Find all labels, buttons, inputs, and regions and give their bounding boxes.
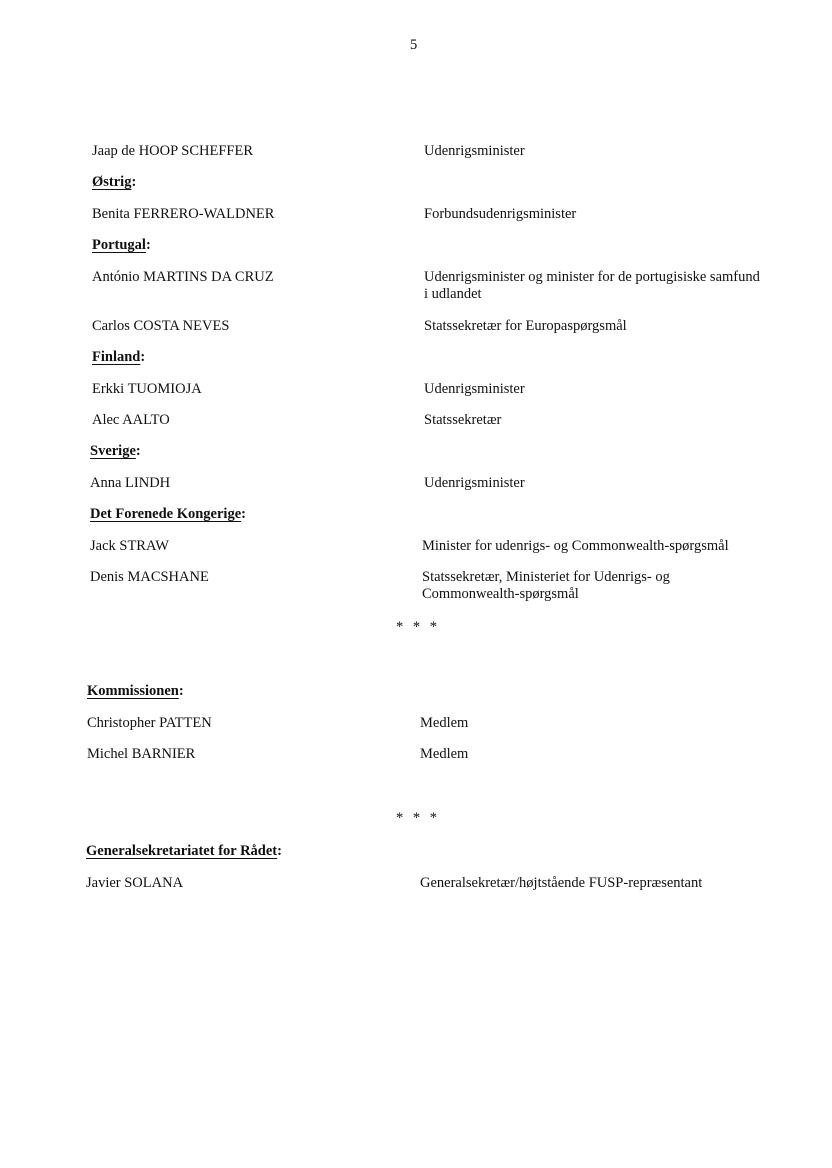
secretariat-heading: Generalsekretariatet for Rådet: [86,843,282,859]
country-heading-label: Finland [92,349,141,365]
member-role: Minister for udenrigs- og Commonwealth-spørgsmål [422,538,729,554]
member-name: Erkki TUOMIOJA [92,381,202,397]
member-role: Udenrigsminister [424,381,525,397]
country-heading-label: Østrig [92,174,132,190]
member-role: Medlem [420,746,469,762]
member-role: Statssekretær for Europaspørgsmål [424,318,627,334]
member-role: Udenrigsminister [424,143,525,159]
member-name: Christopher PATTEN [87,715,212,731]
commission-heading: Kommissionen: [87,683,184,699]
page-number: 5 [410,37,418,53]
member-name: Anna LINDH [90,475,171,491]
country-heading: Finland: [92,349,146,365]
member-name: Denis MACSHANE [90,569,209,585]
member-role: Statssekretær [424,412,502,428]
member-role: Udenrigsminister og minister for de portugisiske samfund i udlandet [424,269,760,302]
secretariat-heading-label: Generalsekretariatet for Rådet [86,843,278,859]
member-name: António MARTINS DA CRUZ [92,269,274,285]
member-role: Generalsekretær/højtstående FUSP-repræsentant [420,875,703,891]
separator: * * * [396,619,437,635]
separator: * * * [396,810,437,826]
member-name: Michel BARNIER [87,746,196,762]
member-name: Benita FERRERO-WALDNER [92,206,275,222]
country-heading-label: Portugal [92,237,146,253]
country-heading: Portugal: [92,237,151,253]
member-role: Forbundsudenrigsminister [424,206,577,222]
member-name: Jack STRAW [90,538,169,554]
member-role: Udenrigsminister [424,475,525,491]
country-heading-label: Sverige [90,443,136,459]
member-role: Medlem [420,715,469,731]
commission-heading-label: Kommissionen [87,683,179,699]
member-name: Jaap de HOOP SCHEFFER [92,143,253,159]
country-heading: Østrig: [92,174,137,190]
country-heading: Det Forenede Kongerige: [90,506,246,522]
member-name: Carlos COSTA NEVES [92,318,230,334]
country-heading-label: Det Forenede Kongerige [90,506,242,522]
member-name: Javier SOLANA [86,875,184,891]
member-role: Statssekretær, Ministeriet for Udenrigs- og Commonwealth-spørgsmål [422,569,670,602]
member-name: Alec AALTO [92,412,170,428]
country-heading: Sverige: [90,443,141,459]
